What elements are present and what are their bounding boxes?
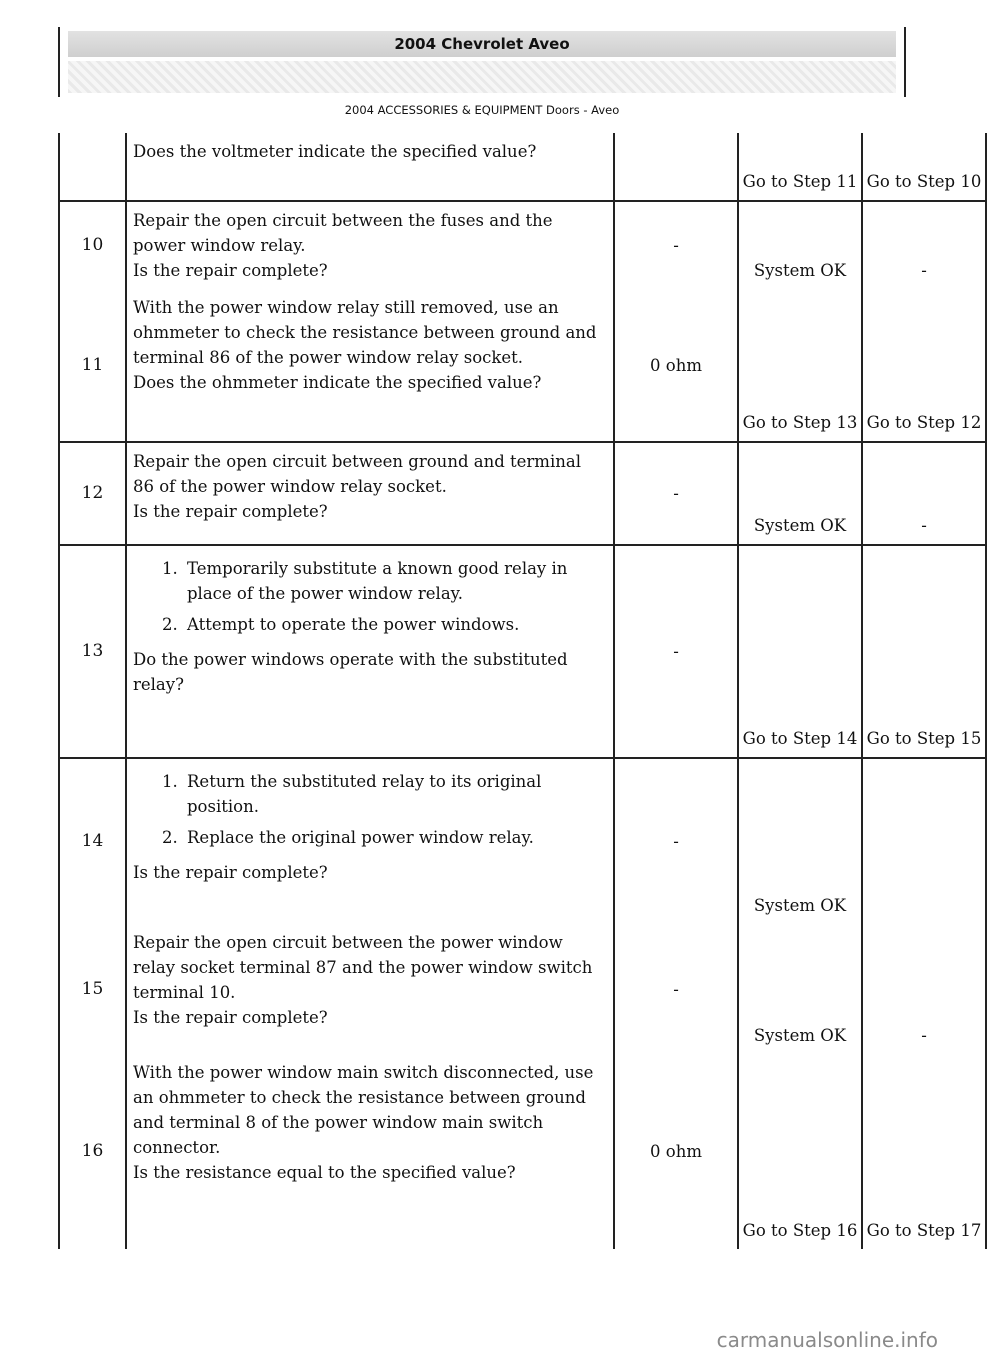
action-text: Repair the open circuit between the fuses and the power window relay. — [133, 211, 553, 255]
table-row — [59, 289, 986, 442]
no-cell: Go to Step 17 — [862, 1054, 986, 1249]
table-row — [59, 133, 986, 201]
document-header — [58, 27, 906, 117]
action-cell — [126, 1054, 614, 1249]
yes-cell: Go to Step 11 — [738, 133, 862, 201]
value-cell: - — [614, 924, 738, 1054]
action-cell — [126, 289, 614, 442]
yes-cell: System OK — [738, 442, 862, 545]
procedure-item: 1. Return the substituted relay to its original position. — [183, 769, 605, 819]
question-text: Does the voltmeter indicate the specified value? — [133, 142, 537, 161]
document-title: 2004 Chevrolet Aveo — [68, 31, 896, 57]
table-row — [59, 758, 986, 924]
action-cell — [126, 201, 614, 289]
no-cell: - — [862, 201, 986, 289]
yes-cell: System OK — [738, 924, 862, 1054]
question-text: Is the repair complete? — [133, 502, 328, 521]
value-cell: - — [614, 442, 738, 545]
no-cell: - — [862, 442, 986, 545]
no-cell: Go to Step 15 — [862, 545, 986, 758]
question-text: Is the repair complete? — [133, 261, 328, 280]
value-cell: - — [614, 545, 738, 758]
step-number: 15 — [59, 924, 126, 1054]
action-cell — [126, 758, 614, 924]
step-number: 10 — [59, 201, 126, 289]
value-cell: 0 ohm — [614, 289, 738, 442]
question-text: Is the repair complete? — [133, 1008, 328, 1027]
no-cell: - — [862, 924, 986, 1054]
value-cell: - — [614, 758, 738, 924]
table-row — [59, 1054, 986, 1249]
yes-cell: System OK — [738, 201, 862, 289]
document-subtitle: 2004 ACCESSORIES & EQUIPMENT Doors - Aveo — [344, 103, 620, 117]
action-cell — [126, 545, 614, 758]
procedure-item: 2. Replace the original power window relay. — [183, 825, 605, 850]
table-row — [59, 924, 986, 1054]
procedure-item: 1. Temporarily substitute a known good relay in place of the power window relay. — [183, 556, 605, 606]
procedure-item: 2. Attempt to operate the power windows. — [183, 612, 605, 637]
diagnostic-table — [58, 133, 982, 1241]
yes-cell: Go to Step 13 — [738, 289, 862, 442]
watermark-text: carmanualsonline.info — [716, 1328, 938, 1352]
no-cell: Go to Step 10 — [862, 133, 986, 201]
procedure-list — [133, 556, 605, 637]
action-cell — [126, 924, 614, 1054]
value-cell — [614, 133, 738, 201]
procedure-list — [133, 769, 605, 850]
action-text: Repair the open circuit between the power window relay socket terminal 87 and the power window switch terminal 10. — [133, 933, 593, 1002]
document-subtitle-bar — [68, 61, 896, 117]
no-cell: Go to Step 12 — [862, 289, 986, 442]
action-cell — [126, 133, 614, 201]
question-text: Is the resistance equal to the specified value? — [133, 1163, 516, 1182]
question-text: Is the repair complete? — [133, 863, 328, 882]
action-cell — [126, 442, 614, 545]
yes-cell: Go to Step 16 — [738, 1054, 862, 1249]
value-cell: 0 ohm — [614, 1054, 738, 1249]
action-text: Repair the open circuit between ground and terminal 86 of the power window relay socket. — [133, 452, 581, 496]
table-row — [59, 545, 986, 758]
table-row — [59, 201, 986, 289]
table-row — [59, 442, 986, 545]
no-cell — [862, 758, 986, 924]
step-number: 16 — [59, 1054, 126, 1249]
step-number: 13 — [59, 545, 126, 758]
step-number: 12 — [59, 442, 126, 545]
value-cell: - — [614, 201, 738, 289]
step-number: 14 — [59, 758, 126, 924]
yes-cell: System OK — [738, 758, 862, 924]
action-text: With the power window main switch disconnected, use an ohmmeter to check the resistance between ground and terminal 8 of the power window main switch connector. — [133, 1063, 594, 1157]
yes-cell: Go to Step 14 — [738, 545, 862, 758]
step-cell — [59, 133, 126, 201]
question-text: Does the ohmmeter indicate the specified value? — [133, 373, 542, 392]
action-text: With the power window relay still removed, use an ohmmeter to check the resistance between ground and terminal 86 of the power window relay socket. — [133, 298, 597, 367]
step-number: 11 — [59, 289, 126, 442]
question-text: Do the power windows operate with the substituted relay? — [133, 650, 568, 694]
